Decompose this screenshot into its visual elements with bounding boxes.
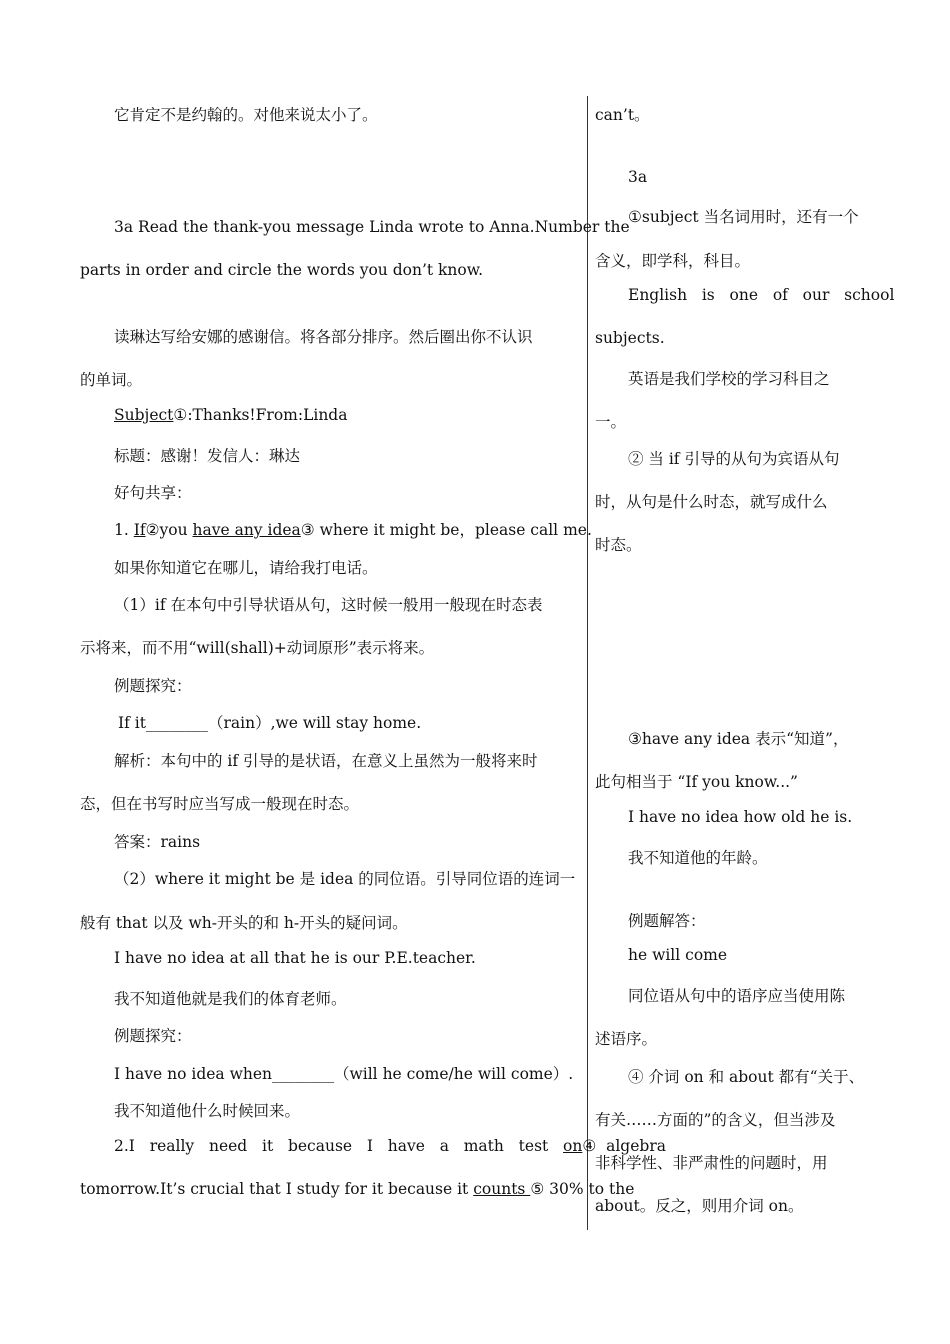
text-line: 解析：本句中的 if 引导的是状语，在意义上虽然为一般将来时	[114, 752, 538, 770]
text-line: 例题探究：	[114, 677, 192, 695]
text-span: 2.I really need it because I have a math test	[114, 1137, 564, 1155]
text-line: If it________（rain）,we will stay home.	[118, 714, 422, 732]
text-line: 例题解答：	[628, 912, 706, 930]
text-line: I have no idea when________（will he come/he will come）.	[114, 1065, 574, 1083]
sentence-2-line-1	[114, 1137, 666, 1155]
text-line: 同位语从句中的语序应当使用陈	[628, 987, 846, 1005]
text-line: 一。	[595, 413, 627, 431]
text-line: ② 当 if 引导的从句为宾语从句	[628, 450, 840, 468]
exercise-heading: 3a Read the thank-you message Linda wrote to Anna.Number the	[114, 218, 630, 236]
text-span: 1.	[114, 521, 134, 539]
text-line: ④ 介词 on 和 about 都有“关于、	[628, 1068, 865, 1086]
underlined-on: on	[563, 1137, 583, 1155]
text-line: 例题探究：	[114, 1027, 192, 1045]
text-line: 它肯定不是约翰的。对他来说太小了。	[114, 106, 378, 124]
text-line: 此句相当于 “If you know...”	[595, 773, 798, 791]
underlined-subject: Subject	[114, 406, 174, 424]
text-line: 答案：rains	[114, 833, 201, 851]
text-line: can’t。	[595, 106, 650, 124]
section-label: 3a	[628, 168, 648, 186]
text-line: subjects.	[595, 329, 665, 347]
text-line: （1）if 在本句中引导状语从句，这时候一般用一般现在时态表	[114, 596, 543, 614]
text-line: 读琳达写给安娜的感谢信。将各部分排序。然后圈出你不认识	[114, 328, 533, 346]
text-line: 态，但在书写时应当写成一般现在时态。	[80, 795, 360, 813]
sentence-1	[114, 518, 592, 540]
text-line: 述语序。	[595, 1030, 658, 1048]
underlined-have-any-idea: have any idea	[192, 521, 301, 539]
text-line: about。反之，则用介词 on。	[595, 1197, 804, 1215]
underlined-counts: counts	[473, 1180, 531, 1198]
text-line: 示将来，而不用“will(shall)+动词原形”表示将来。	[80, 639, 435, 657]
text-line: 标题：感谢！发信人：琳达	[114, 447, 301, 465]
text-line: 含义，即学科，科目。	[595, 252, 751, 270]
text-line: ③have any idea 表示“知道”，	[628, 730, 849, 748]
text-line: 时态。	[595, 536, 642, 554]
text-line: 我不知道他什么时候回来。	[114, 1102, 301, 1120]
text-line: 非科学性、非严肃性的问题时，用	[595, 1154, 828, 1172]
text-line: 好句共享：	[114, 484, 192, 502]
text-line: he will come	[628, 946, 728, 964]
text-line: 时，从句是什么时态，就写成什么	[595, 493, 828, 511]
text-span: ②you	[145, 521, 193, 539]
sentence-2-line-2	[80, 1180, 634, 1198]
text-line: I have no idea at all that he is our P.E.teacher.	[114, 949, 476, 967]
text-line: parts in order and circle the words you don’t know.	[80, 261, 484, 279]
text-line: ①subject 当名词用时，还有一个	[628, 208, 859, 226]
underlined-if: If	[133, 521, 146, 539]
text-line: 般有 that 以及 wh-开头的和 h-开头的疑问词。	[80, 914, 408, 932]
text-line: 我不知道他就是我们的体育老师。	[114, 990, 347, 1008]
text-line: I have no idea how old he is.	[628, 808, 853, 826]
text-span: ①:Thanks!From:Linda	[173, 406, 348, 424]
column-divider	[587, 96, 588, 1230]
text-line: 如果你知道它在哪儿，请给我打电话。	[114, 559, 378, 577]
text-line: 我不知道他的年龄。	[628, 849, 768, 867]
text-span: ⑤ 30% to the	[530, 1180, 635, 1198]
text-span: tomorrow.It’s crucial that I study for it because it	[80, 1180, 474, 1198]
text-span: ③ where it might be，please call me.	[300, 521, 592, 539]
text-line: English is one of our school	[628, 286, 895, 304]
text-line: （2）where it might be 是 idea 的同位语。引导同位语的连词一	[114, 870, 576, 888]
subject-line	[114, 406, 347, 424]
text-span: ④ algebra	[582, 1137, 666, 1155]
text-line: 有关……方面的”的含义，但当涉及	[595, 1111, 836, 1129]
text-line: 的单词。	[80, 371, 143, 389]
text-line: 英语是我们学校的学习科目之	[628, 370, 830, 388]
